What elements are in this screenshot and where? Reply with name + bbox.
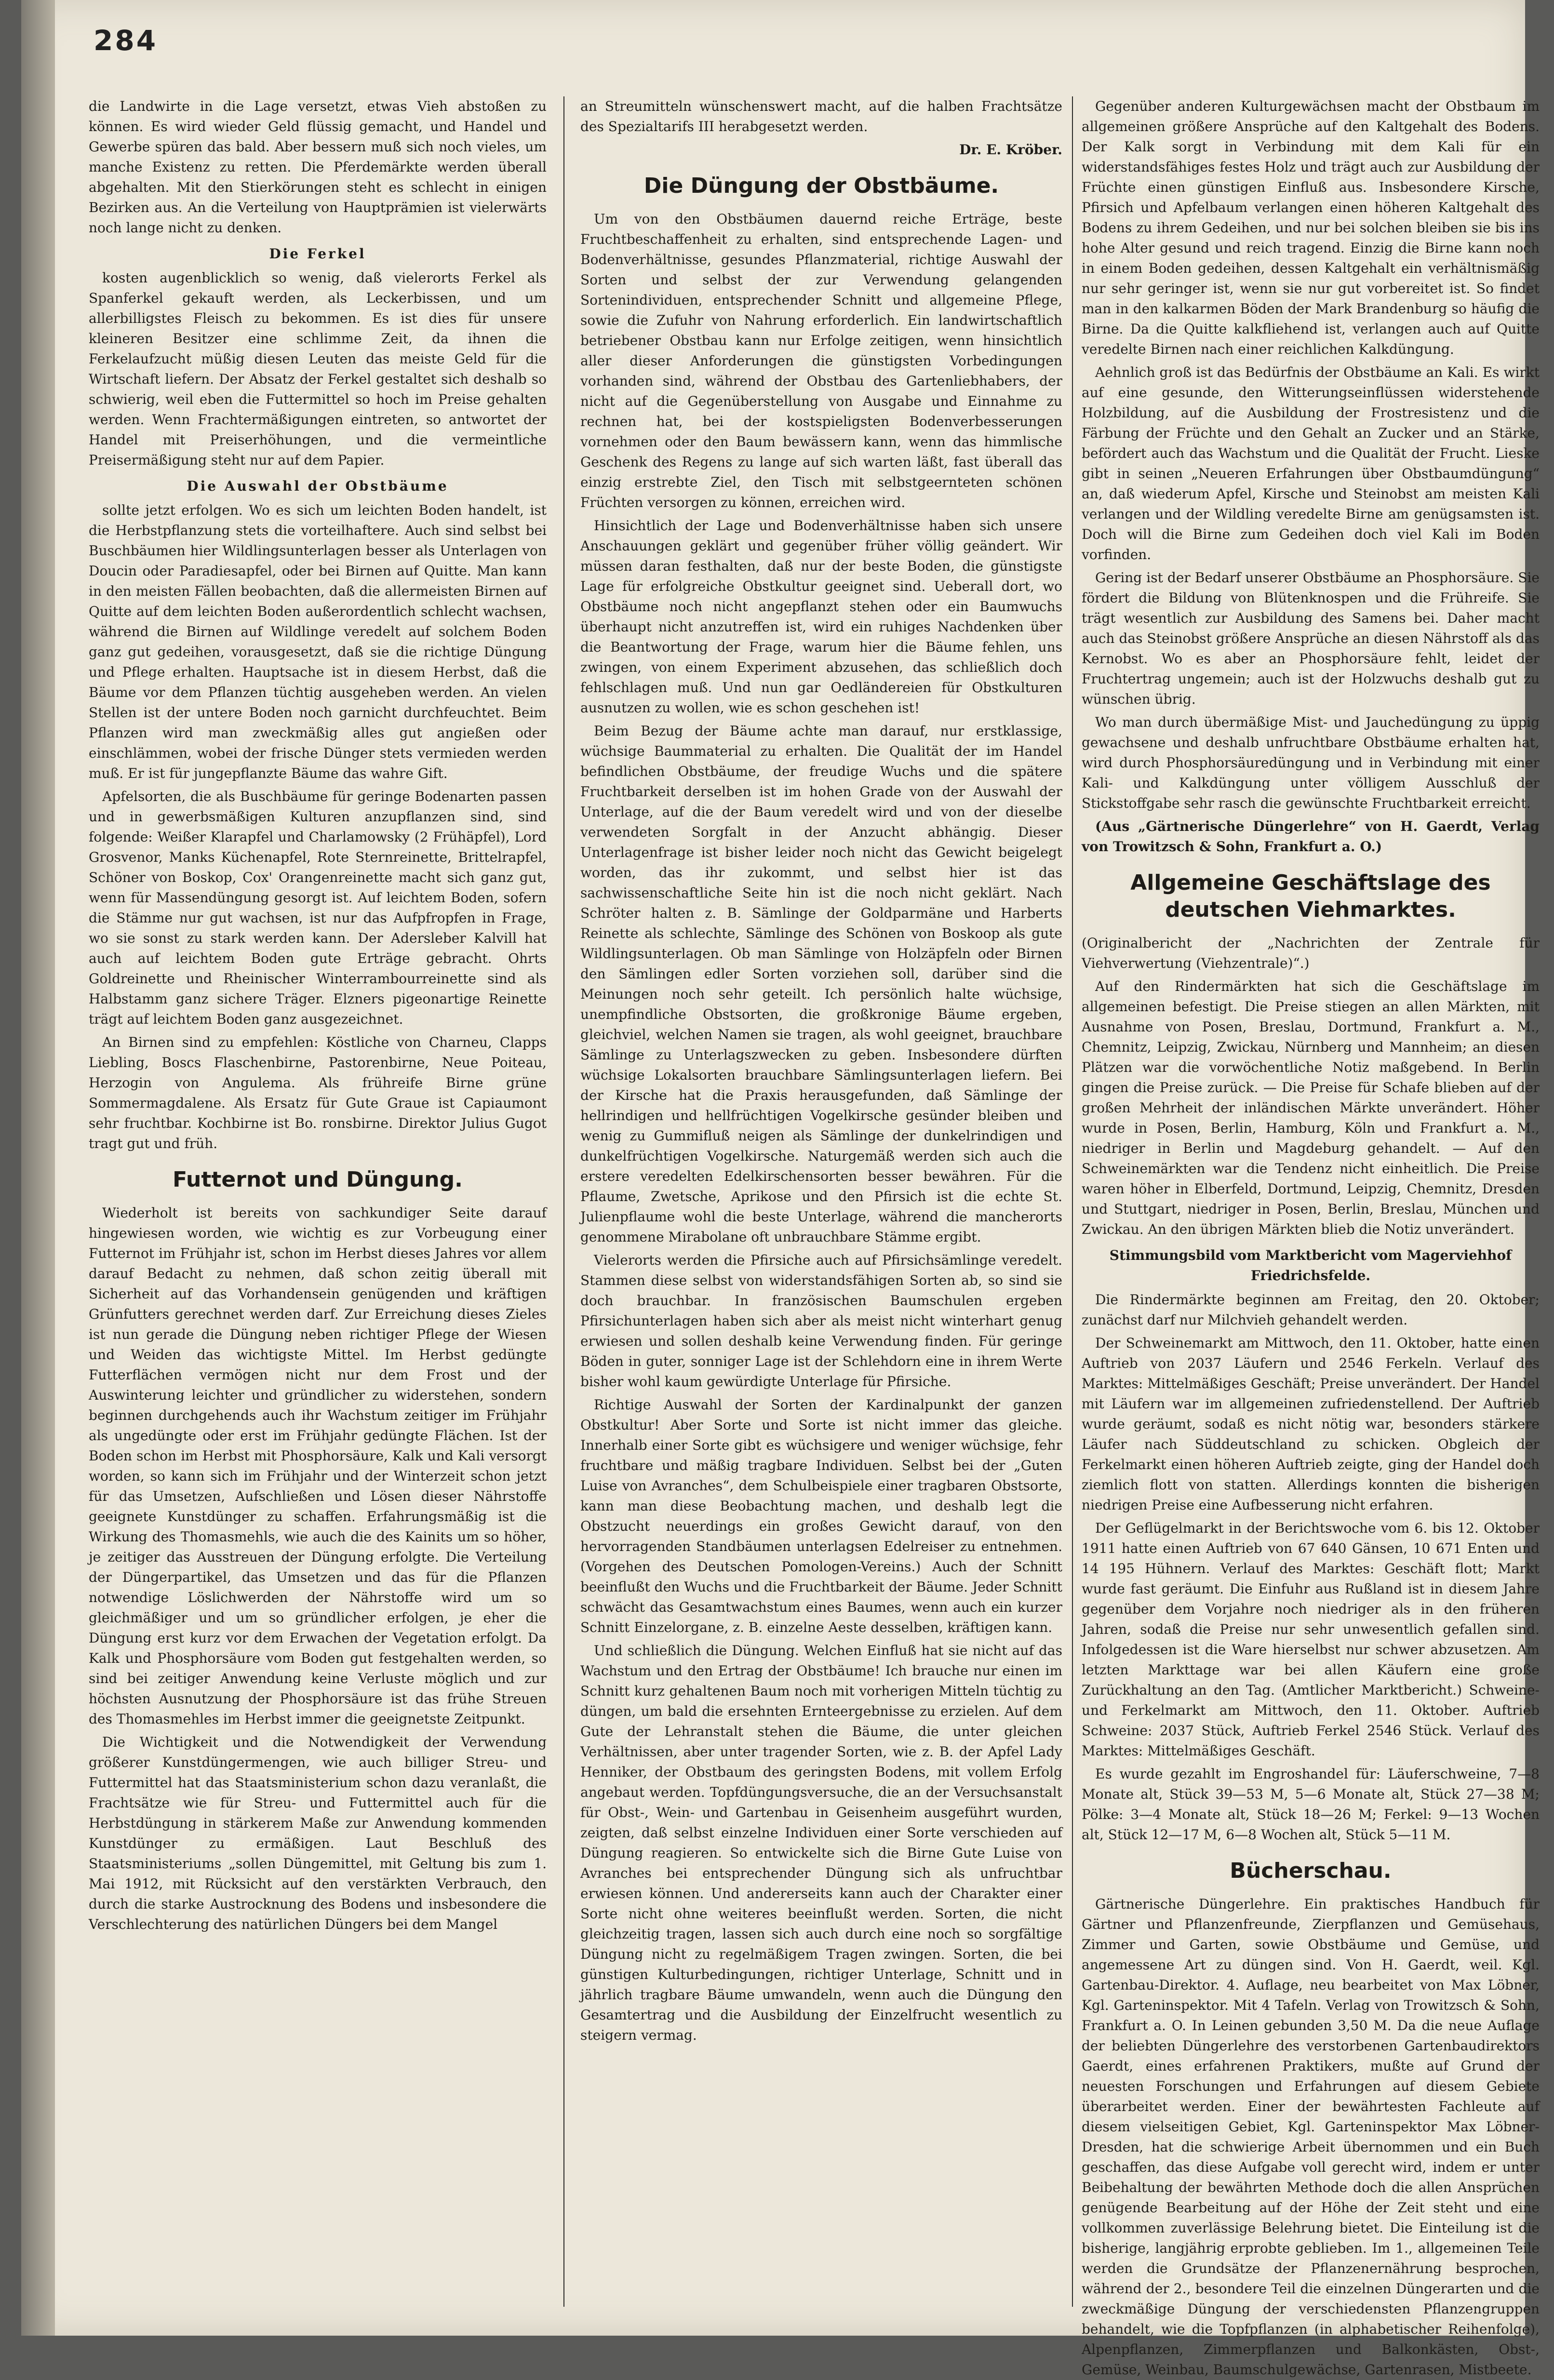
paragraph: (Originalbericht der „Nachrichten der Zentrale für Viehverwertung (Viehzentrale)“.) xyxy=(1082,935,1540,971)
paragraph: Die Rindermärkte beginnen am Freitag, den 20. Oktober; zunächst darf nur Milchvieh gehandelt werden. xyxy=(1082,1292,1540,1328)
paragraph: Es wurde gezahlt im Engroshandel für: Läuferschweine, 7—8 Monate alt, Stück 39—53 M, 5—6 Monate alt, Stück 27—38 M; Pölke: 3—4 Monate alt, Stück 18—26 M; Ferkel: 9—13 Wochen alt, Stück 12—17 M, 6—8 Wochen alt, Stück 5—11 M. xyxy=(1082,1766,1540,1843)
paragraph: Aehnlich groß ist das Bedürfnis der Obstbäume an Kali. Es wirkt auf eine gesunde, den Witterungseinflüssen widerstehende Holzbildung, auf die Ausbildung der Frostresistenz und die Färbung der Früchte und den Gehalt an Zucker und an Stärke, befördert auch das Wachstum und die Qualität der Frucht. Lieske gibt in seinen „Neueren Erfahrungen über Obstbaumdüngung“ an, daß wiederum Apfel, Kirsche und Steinobst am meisten Kali verlangen und der Wildling veredelte Birne am genügsamsten ist. Doch will die Birne zum Gedeihen doch viel Kali im Boden vorfinden. xyxy=(1082,364,1540,562)
paragraph: Auf den Rindermärkten hat sich die Geschäftslage im allgemeinen befestigt. Die Preise stiegen an allen Märkten, mit Ausnahme von Posen, Breslau, Dortmund, Frankfurt a. M., Chemnitz, Leipzig, Zwickau, Nürnberg und Mannheim; an diesen Plätzen war die vorwöchentliche Notiz maßgebend. In Berlin gingen die Preise zurück. — Die Preise für Schafe blieben auf der großen Mehrheit der inländischen Märkte unverändert. Höher wurde in Posen, Berlin, Hamburg, Köln und Frankfurt a. M., niedriger in Berlin und Magdeburg gehandelt. — Auf den Schweinemärkten war die Tendenz nicht einheitlich. Die Preise waren höher in Elberfeld, Dortmund, Leipzig, Chemnitz, Dresden und Stuttgart, niedriger in Posen, Berlin, Breslau, München und Zwickau. An den übrigen Märkten blieb die Notiz unverändert. xyxy=(1082,978,1540,1237)
paragraph: Der Schweinemarkt am Mittwoch, den 11. Oktober, hatte einen Auftrieb von 2037 Läufern und 2546 Ferkeln. Verlauf des Marktes: Mittelmäßiges Geschäft; Preise unverändert. Der Handel mit Läufern war im allgemeinen zufriedenstellend. Der Auftrieb wurde geräumt, sodaß es nicht nötig war, besonders stärkere Läufer nach Süddeutschland zu schicken. Obgleich der Ferkelmarkt einen höheren Auftrieb zeigte, ging der Handel doch ziemlich flott von statten. Allerdings konnten die bisherigen niedrigen Preise eine Aufbesserung nicht erfahren. xyxy=(1082,1335,1540,1513)
author-signature: Dr. E. Kröber. xyxy=(959,142,1062,158)
column-3 xyxy=(1082,96,1540,2378)
newspaper-page xyxy=(21,0,1540,2378)
article-headline-futternot: Futternot und Düngung. xyxy=(173,1167,463,1192)
paragraph: Der Geflügelmarkt in der Berichtswoche vom 6. bis 12. Oktober 1911 hatte einen Auftrieb von 67 640 Gänsen, 10 671 Enten und 14 195 Hühnern. Verlauf des Marktes: Geschäft flott; Markt wurde fast geräumt. Die Einfuhr aus Rußland ist in diesem Jahre gegenüber dem Vorjahre noch niedriger als in den früheren Jahren, sodaß die Preise nur sehr unwesentlich gefallen sind. Infolgedessen ist die Ware hierselbst nur schwer abzusetzen. Am letzten Markttage war bei allen Käufern eine große Zurückhaltung an den Tag. (Amtlicher Marktbericht.) Schweine- und Ferkelmarkt am Mittwoch, den 11. Oktober. Auftrieb Schweine: 2037 Stück, Auftrieb Ferkel 2546 Stück. Verlauf des Marktes: Mittelmäßiges Geschäft. xyxy=(1082,1520,1540,1759)
subheading-stimmungsbild: Stimmungsbild vom Marktbericht vom Magerviehhof Friedrichsfelde. xyxy=(1109,1247,1512,1284)
paragraph: sollte jetzt erfolgen. Wo es sich um leichten Boden handelt, ist die Herbstpflanzung stets die vorteilhaftere. Auch sind selbst bei Buschbäumen hier Wildlingsunterlagen besser als Unterlagen von Doucin oder Paradiesapfel, oder bei Birnen auf Quitte. Man kann in den meisten Fällen beobachten, daß die allermeisten Birnen auf Quitte auf dem leichten Boden außerordentlich schlecht wachsen, während die Birnen auf Wildlinge veredelt auf solchem Boden ganz gut gedeihen, vorausgesetzt, daß sie die richtige Düngung und Pflege erhalten. Hauptsache ist in diesem Herbst, daß die Bäume vor dem Pflanzen tüchtig ausgeheben werden. An vielen Stellen ist der untere Boden noch garnicht durchfeuchtet. Beim Pflanzen wird man zweckmäßig alles gut angießen oder einschlämmen, wobei der frische Dünger stets vermieden werden muß. Er ist für jungepflanzte Bäume das wahre Gift. xyxy=(89,502,547,781)
subheading-ferkel: Die Ferkel xyxy=(269,246,366,262)
subheading-auswahl: Die Auswahl der Obstbäume xyxy=(187,478,449,494)
paragraph: Gegenüber anderen Kulturgewächsen macht der Obstbaum im allgemeinen größere Ansprüche auf den Kaltgehalt des Bodens. Der Kalk sorgt in Verbindung mit dem Kali für ein widerstandsfähiges festes Holz und trägt auch zur Ausbildung der Früchte einen günstigen Einfluß aus. Insbesondere Kirsche, Pfirsich und Apfelbaum verlangen einen höheren Kaltgehalt des Bodens zu ihrem Gedeihen, und nur bei solchen bleiben sie bis ins hohe Alter gesund und reich tragend. Einzig die Birne kann noch in einem Boden gedeihen, dessen Kaltgehalt ein verhältnismäßig nur sehr geringer ist, wenn sie nur gut vorbereitet ist. So findet man in den kalkarmen Böden der Mark Brandenburg so häufig die Birne. Da die Quitte kalkfliehend ist, verlangen auch auf Quitte veredelte Birnen nach einer reichlichen Kalkdüngung. xyxy=(1082,98,1540,357)
paragraph: Beim Bezug der Bäume achte man darauf, nur erstklassige, wüchsige Baummaterial zu erhalten. Die Qualität der im Handel befindlichen Obstbäume, der freudige Wuchs und die spätere Fruchtbarkeit derselben ist im hohen Grade von der Auswahl der Unterlage, auf die der Baum veredelt wird und von der dieselbe verwendeten Sorgfalt in der Anzucht abhängig. Dieser Unterlagenfrage ist bisher leider noch nicht das Gewicht beigelegt worden, das ihr zukommt, und selbst hier ist das sachwissenschaftliche Seite hin ist die noch nicht geklärt. Nach Schröter halten z. B. Sämlinge der Goldparmäne und Harberts Reinette als schlechte, Sämlinge des Schönen von Boskoop als gute Wildlingsunterlagen. Ob man Sämlinge von Holzäpfeln oder Birnen den Sämlingen edler Sorten vorziehen soll, darüber sind die Meinungen noch sehr geteilt. Ich persönlich halte wüchsige, unempfindliche Obstsorten, die großkronige Bäume ergeben, gleichviel, welchen Namen sie tragen, als wohl geeignet, brauchbare Sämlinge zu Unterlagszwecken zu geben. Insbesondere dürften wüchsige Lokalsorten brauchbare Sämlingsunterlagen liefern. Bei der Kirsche hat die Praxis herausgefunden, daß Sämlinge der hellrindigen und hellfrüchtigen Vogelkirsche gesünder bleiben und wenig zu Gummifluß neigen als Sämlinge der dunkelrindigen und dunkelfrüchtigen Vogelkirsche. Naturgemäß werden sich auch die erstere veredelten Edelkirschensorten besser bewähren. Für die Pflaume, Zwetsche, Aprikose und den Pfirsich ist die echte St. Julienpflaume wohl die beste Unterlage, während die mancherorts genommene Mirabolane oft unbrauchbare Stämme ergibt. xyxy=(580,723,1062,1245)
source-note: (Aus „Gärtnerische Düngerlehre“ von H. Gaerdt, Verlag von Trowitzsch & Sohn, Frankfurt a. O.) xyxy=(1082,818,1540,855)
paragraph: kosten augenblicklich so wenig, daß vielerorts Ferkel als Spanferkel gekauft werden, als Leckerbissen, und um allerbilligstes Fleisch zu bekommen. Es ist dies für unsere kleineren Besitzer eine schlimme Zeit, da ihnen die Ferkelaufzucht müßig diesen Leuten das meiste Geld für die Wirtschaft liefern. Der Absatz der Ferkel gestaltet sich deshalb so schwierig, weil eben die Futtermittel so hoch im Preise gehalten werden. Wenn Frachtermäßigungen eintreten, so antwortet der Handel mit Preiserhöhungen, und die vermeintliche Preisermäßigung steht nur auf dem Papier. xyxy=(89,270,547,468)
paragraph: Gärtnerische Düngerlehre. Ein praktisches Handbuch für Gärtner und Pflanzenfreunde, Zierpflanzen und Gemüsehaus, Zimmer und Garten, sowie Obstbäume und Gemüse, und angemessene Art zu düngen sind. Von H. Gaerdt, weil. Kgl. Gartenbau-Direktor. 4. Auflage, neu bearbeitet von Max Löbner, Kgl. Garteninspektor. Mit 4 Tafeln. Verlag von Trowitzsch & Sohn, Frankfurt a. O. In Leinen gebunden 3,50 M. Da die neue Auflage der beliebten Düngerlehre des verstorbenen Gartenbaudirektors Gaerdt, eines erfahrenen Praktikers, mußte auf Grund der neuesten Forschungen und Erfahrungen auf diesem Gebiete überarbeitet werden. Einer der bewährtesten Fachleute auf diesem vielseitigen Gebiet, Kgl. Garteninspektor Max Löbner-Dresden, hat die schwierige Arbeit übernommen und ein Buch geschaffen, das diese Aufgabe voll gerecht wird, indem er unter Beibehaltung der bewährten Methode doch die allen Ansprüchen genügende Bearbeitung auf der Höhe der Zeit steht und eine vollkommen zuverlässige Belehrung bietet. Die Einteilung ist die bisherige, langjährig erprobte geblieben. Im 1., allgemeinen Teile werden die Grundsätze der Pflanzenernährung besprochen, während der 2., besondere Teil die einzelnen Düngerarten und die zweckmäßige Düngung der verschiedensten Pflanzengruppen behandelt, wie die Topfpflanzen (in alphabetischer Reihenfolge), Alpenpflanzen, Zimmerpflanzen und Balkonkästen, Obst-, Gemüse, Weinbau, Baumschulgewächse, Gartenrasen, Mistbeete. xyxy=(1082,1896,1540,2378)
paragraph: Gering ist der Bedarf unserer Obstbäume an Phosphorsäure. Sie fördert die Bildung von Blütenknospen und die Frühreife. Sie trägt wesentlich zur Ausbildung des Samens bei. Daher macht auch das Steinobst größere Ansprüche an diesen Nährstoff als das Kernobst. Wo es aber an Phosphorsäure fehlt, leidet der Fruchtertrag ungemein; auch ist der Holzwuchs deshalb gut zu wünschen übrig. xyxy=(1082,570,1540,707)
paragraph: die Landwirte in die Lage versetzt, etwas Vieh abstoßen zu können. Es wird wieder Geld flüssig gemacht, und Handel und Gewerbe spüren das bald. Aber bessern muß sich noch vieles, um manche Existenz zu retten. Die Pferdemärkte werden überall abgehalten. Mit den Stierkörungen steht es schlecht in einigen Bezirken aus. An die Verteilung von Hauptprämien ist vielerwärts noch lange nicht zu denken. xyxy=(89,98,547,236)
paragraph: Richtige Auswahl der Sorten der Kardinalpunkt der ganzen Obstkultur! Aber Sorte und Sorte ist nicht immer das gleiche. Innerhalb einer Sorte gibt es wüchsigere und weniger wüchsige, fehr fruchtbare und mäßig tragbare Individuen. Selbst bei der „Guten Luise von Avranches“, dem Schulbeispiele einer tragbaren Obstsorte, kann man diese Beobachtung machen, und deshalb legt die Obstzucht neuerdings ein großes Gewicht darauf, von den hervorragenden Standbäumen unterlagsen Edelreiser zu entnehmen. (Vorgehen des Deutschen Pomologen-Vereins.) Auch der Schnitt beeinflußt den Wuchs und die Fruchtbarkeit der Bäume. Jeder Schnitt schwächt das Gesamtwachstum eines Baumes, wenn auch ein kurzer Schnitt Einzelorgane, z. B. einzelne Aeste desselben, kräftigen kann. xyxy=(580,1397,1062,1635)
paragraph: Und schließlich die Düngung. Welchen Einfluß hat sie nicht auf das Wachstum und den Ertrag der Obstbäume! Ich brauche nur einen im Schnitt kurz gehaltenen Baum noch mit vorherigen Mitteln tüchtig zu düngen, um bald die ersehnten Ernteergebnisse zu erzielen. Auf dem Gute der Lehranstalt stehen die Bäume, die unter gleichen Verhältnissen, aber unter tragender Sorten, wie z. B. der Apfel Lady Henniker, der Obstbaum des geringsten Bodens, mit vollem Erfolg angebaut werden. Topfdüngungsversuche, die an der Versuchsanstalt für Obst-, Wein- und Gartenbau in Geisenheim ausgeführt wurden, zeigten, daß selbst einzelne Individuen einer Sorte verschieden auf Düngung reagieren. So entwickelte sich die Birne Gute Luise von Avranches bei entsprechender Düngung sich als unfruchtbar erwiesen können. Und andererseits kann auch der Charakter einer Sorte nicht ohne weiteres beeinflußt werden. Sorten, die nicht gleichzeitig tragen, lassen sich auch durch eine noch so sorgfältige Düngung nicht zu regelmäßigem Tragen zwingen. Sorten, die bei günstigen Kulturbedingungen, richtiger Unterlage, Schnitt und in jährlich tragbare Bäume umwandeln, wenn auch die Düngung den Gesamtertrag und die Ausbildung der Einzelfrucht wesentlich zu steigern vermag. xyxy=(580,1643,1062,2043)
paragraph: Apfelsorten, die als Buschbäume für geringe Bodenarten passen und in gewerbsmäßigen Kulturen anzupflanzen sind, sind folgende: Weißer Klarapfel und Charlamowsky (2 Frühäpfel), Lord Grosvenor, Manks Küchenapfel, Rote Sternreinette, Brittelrapfel, Schöner von Boskop, Cox' Orangenreinette macht sich ganz gut, wenn für Massendüngung gesorgt ist. Auf leichtem Boden, sofern die Stämme nur gut wachsen, ist nur das Aufpfropfen in Frage, wo sie sonst zu stark werden kann. Der Adersleber Kalvill hat auch auf leichtem Boden gute Erträge gebracht. Ohrts Goldreinette und Rheinischer Winterrambourreinette sind als Halbstamm ganz sichere Träger. Elzners pigeonartige Reinette trägt auf leichtem Boden ganz ausgezeichnet. xyxy=(89,789,547,1027)
paragraph: Wiederholt ist bereits von sachkundiger Seite darauf hingewiesen worden, wie wichtig es zur Vorbeugung einer Futternot im Frühjahr ist, schon im Herbst dieses Jahres vor allem darauf Bedacht zu nehmen, daß schon zeitig überall mit Sicherheit auf das Vorhandensein genügenden und kräftigen Grünfutters gerechnet werden darf. Zur Erreichung dieses Zieles ist nun gerade die Düngung neben richtiger Pflege der Wiesen und Weiden das wichtigste Mittel. Im Herbst gedüngte Futterflächen vermögen nicht nur dem Frost und der Auswinterung leichter und gründlicher zu widerstehen, sondern beginnen durchgehends auch ihr Wachstum zeitiger im Frühjahr als ungedüngte oder erst im Frühjahr gedüngte Flächen. Ist der Boden schon im Herbst mit Phosphorsäure, Kalk und Kali versorgt worden, so kann sich im Frühjahr und der Winterzeit schon jetzt für das Umsetzen, Aufschließen und Lösen dieser Nährstoffe geeignete Kunstdünger zu schaffen. Erfahrungsmäßig ist die Wirkung des Thomasmehls, wie auch die des Kainits um so höher, je zeitiger das Ausstreuen der Düngung erfolgte. Die Verteilung der Düngerpartikel, das Umsetzen und das für die Pflanzen notwendige Löslichwerden der Nährstoffe wird um so gleichmäßiger und um so gründlicher erfolgen, je eher die Düngung erst kurz vor dem Erwachen der Vegetation erfolgt. Da Kalk und Phosphorsäure vom Boden gut festgehalten werden, so sind bei zeitiger Anwendung keine Verluste möglich und zur höchsten Ausnutzung der Phosphorsäure ist das frühe Streuen des Thomasmehles im Herbst immer die geeignetste Zeitpunkt. xyxy=(89,1205,547,1727)
binding-edge xyxy=(21,0,55,2336)
page-number: 284 xyxy=(94,24,158,57)
column-rule xyxy=(563,96,564,2307)
paragraph: Um von den Obstbäumen dauernd reiche Erträge, beste Fruchtbeschaffenheit zu erhalten, sind entsprechende Lagen- und Bodenverhältnisse, gesundes Pflanzmaterial, richtige Auswahl der Sorten und selbst der zur Verwendung gelangenden Sortenindividuen, entsprechender Schnitt und allgemeine Pflege, sowie die Zufuhr von Nahrung erforderlich. Ein landwirtschaftlich betriebener Obstbau kann nur Erfolge zeitigen, wenn hinsichtlich aller dieser Anforderungen die günstigsten Vorbedingungen vorhanden sind, während der Obstbau des Gartenliebhabers, der nicht auf die Gegenüberstellung von Ausgabe und Einnahme zu rechnen hat, bei der kostspieligsten Bodenverbesserungen vornehmen oder den Baum bewässern kann, wenn das himmlische Geschenk des Regens zu lange auf sich warten läßt, fast überall das einzig erstrebte Ziel, den Tisch mit selbstgeernteten schönen Früchten versorgen zu können, erreichen wird. xyxy=(580,211,1062,510)
paragraph: Vielerorts werden die Pfirsiche auch auf Pfirsichsämlinge veredelt. Stammen diese selbst von widerstandsfähigen Sorten ab, so sind sie doch brauchbar. In französischen Baumschulen ergeben Pfirsichunterlagen haben sich aber als meist nicht winterhart genug erwiesen und sollen deshalb keine Verwendung finden. Für geringe Böden in guter, sonniger Lage ist der Schlehdorn eine in ihrem Werte bisher wohl kaum gewürdigte Unterlage für Pfirsiche. xyxy=(580,1252,1062,1390)
paragraph: Hinsichtlich der Lage und Bodenverhältnisse haben sich unsere Anschauungen geklärt und gegenüber früher völlig geändert. Wir müssen daran festhalten, daß nur der beste Boden, die günstigste Lage für erfolgreiche Obstkultur geeignet sind. Ueberall dort, wo Obstbäume noch nicht angepflanzt stehen oder ein Baumwuchs überhaupt nicht anzutreffen ist, wird ein ruhiges Nachdenken über die Beantwortung der Frage, warum hier die Bäume fehlen, uns zwingen, von einem Experiment abzusehen, das schließlich doch fehlschlagen muß. Und nun gar Oedländereien für Obstkulturen ausnutzen zu wollen, wie es schon geschehen ist! xyxy=(580,518,1062,716)
column-rule xyxy=(1072,96,1073,2307)
column-2 xyxy=(580,96,1062,2307)
article-headline-duengung: Die Düngung der Obstbäume. xyxy=(643,174,999,198)
article-headline-buecherschau: Bücherschau. xyxy=(1230,1859,1392,1883)
column-1 xyxy=(89,96,547,2307)
paragraph: an Streumitteln wünschenswert macht, auf die halben Frachtsätze des Spezialtarifs III herabgesetzt werden. xyxy=(580,98,1062,134)
paragraph: Wo man durch übermäßige Mist- und Jauchedüngung zu üppig gewachsene und deshalb unfruchtbare Obstbäume erhalten hat, wird durch Phosphorsäuredüngung und in Verbindung mit einer Kali- und Kalkdüngung unter völligem Ausschluß der Stickstoffgabe sehr rasch die gewünschte Fruchtbarkeit erreicht. xyxy=(1082,714,1540,811)
article-headline-viehmarkt: Allgemeine Geschäftslage des deutschen Viehmarktes. xyxy=(1130,870,1491,922)
paragraph: An Birnen sind zu empfehlen: Köstliche von Charneu, Clapps Liebling, Boscs Flaschenbirne, Pastorenbirne, Neue Poiteau, Herzogin von Angulema. Als frühreife Birne grüne Sommermagdalene. Als Ersatz für Gute Graue ist Capiaumont sehr fruchtbar. Kochbirne ist Bo. ronsbirne. Direktor Julius Gugot tragt gut und früh. xyxy=(89,1034,547,1151)
paragraph: Die Wichtigkeit und die Notwendigkeit der Verwendung größerer Kunstdüngermengen, wie auch billiger Streu- und Futtermittel hat das Staatsministerium schon dazu veranlaßt, die Frachtsätze wie für Streu- und Futtermittel auch für die Herbstdüngung in stärkerem Maße zur Anwendung kommenden Kunstdünger zu ermäßigen. Laut Beschluß des Staatsministeriums „sollen Düngemittel, mit Geltung bis zum 1. Mai 1912, mit Rücksicht auf den verstärkten Verbrauch, den durch die starke Austrocknung des Bodens und insbesondere die Verschlechterung des natürlichen Düngers bei dem Mangel xyxy=(89,1734,547,1932)
